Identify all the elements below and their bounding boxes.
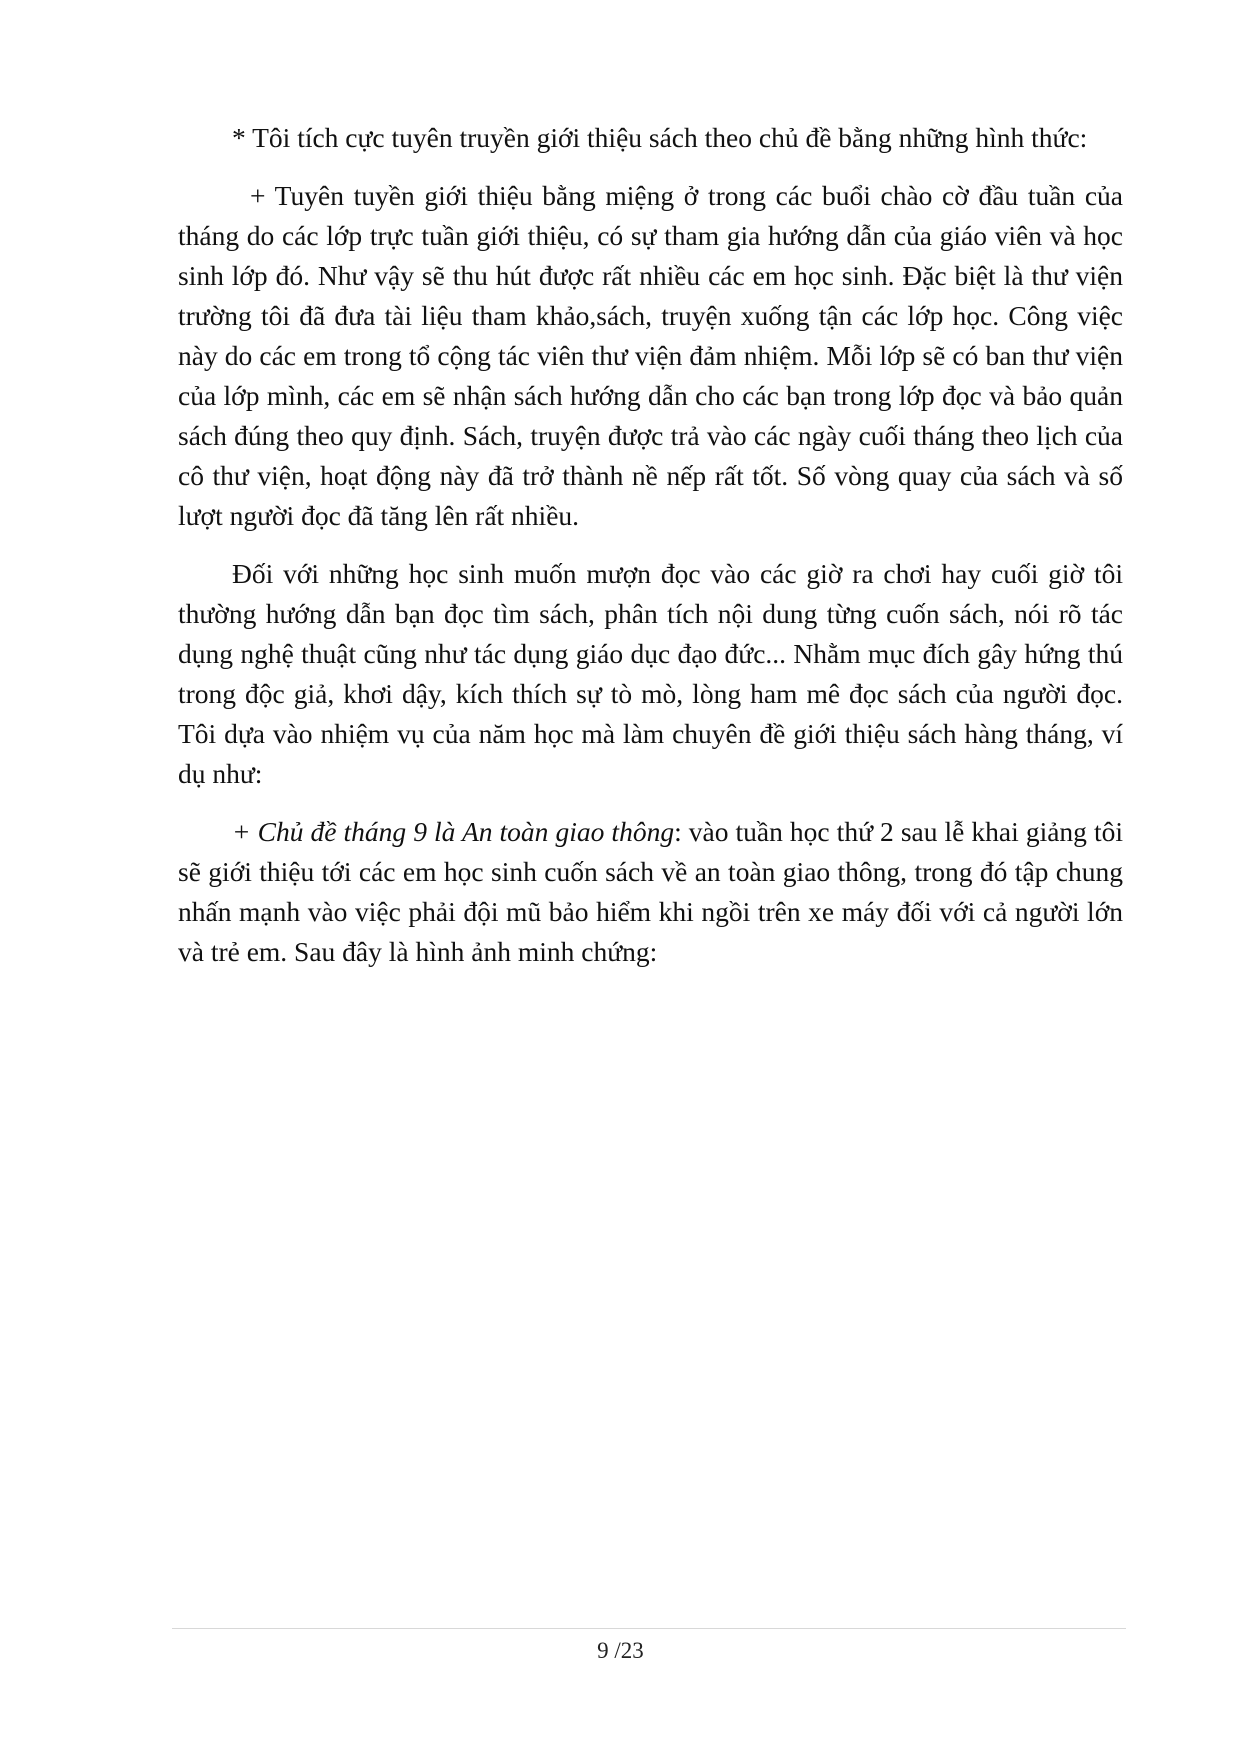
footer-divider [172,1628,1126,1629]
document-body [178,118,1123,990]
paragraph-september-topic [178,812,1123,972]
paragraph-borrowing-students [178,554,1123,794]
paragraph-oral-promotion [178,176,1123,536]
september-topic-title: + Chủ đề tháng 9 là An toàn giao thông [232,816,675,847]
paragraph-borrowing-students-text: Đối với những học sinh muốn mượn đọc vào các giờ ra chơi hay cuối giờ tôi thường hướng dẫn bạn đọc tìm sách, phân tích nội dung từng cuốn sách, nói rõ tác dụng nghệ thuật cũng như tác dụng giáo dục đạo đức... Nhằm mục đích gây hứng thú trong độc giả, khơi dậy, kích thích sự tò mò, lòng ham mê đọc sách của người đọc. Tôi dựa vào nhiệm vụ của năm học mà làm chuyên đề giới thiệu sách hàng tháng, ví dụ như: [178,558,1123,789]
paragraph-intro [178,118,1123,158]
september-topic-text: : vào tuần học thứ 2 sau lễ khai giảng tôi sẽ giới thiệu tới các em học sinh cuốn sách về an toàn giao thông, trong đó tập chung nhấn mạnh vào việc phải đội mũ bảo hiểm khi ngồi trên xe máy đối với cả người lớn và trẻ em. Sau đây là hình ảnh minh chứng: [178,816,1124,967]
paragraph-intro-text: * Tôi tích cực tuyên truyền giới thiệu sách theo chủ đề bằng những hình thức: [232,122,1088,153]
paragraph-oral-promotion-text: + Tuyên tuyền giới thiệu bằng miệng ở trong các buổi chào cờ đầu tuần của tháng do các lớp trực tuần giới thiệu, có sự tham gia hướng dẫn của giáo viên và học sinh lớp đó. Như vậy sẽ thu hút được rất nhiều các em học sinh. Đặc biệt là thư viện trường tôi đã đưa tài liệu tham khảo,sách, truyện xuống tận các lớp học. Công việc này do các em trong tổ cộng tác viên thư viện đảm nhiệm. Mỗi lớp sẽ có ban thư viện của lớp mình, các em sẽ nhận sách hướng dẫn cho các bạn trong lớp đọc và bảo quản sách đúng theo quy định. Sách, truyện được trả vào các ngày cuối tháng theo lịch của cô thư viện, hoạt động này đã trở thành nề nếp rất tốt. Số vòng quay của sách và số lượt người đọc đã tăng lên rất nhiều. [178,180,1123,531]
page-number: 9 /23 [597,1638,644,1663]
